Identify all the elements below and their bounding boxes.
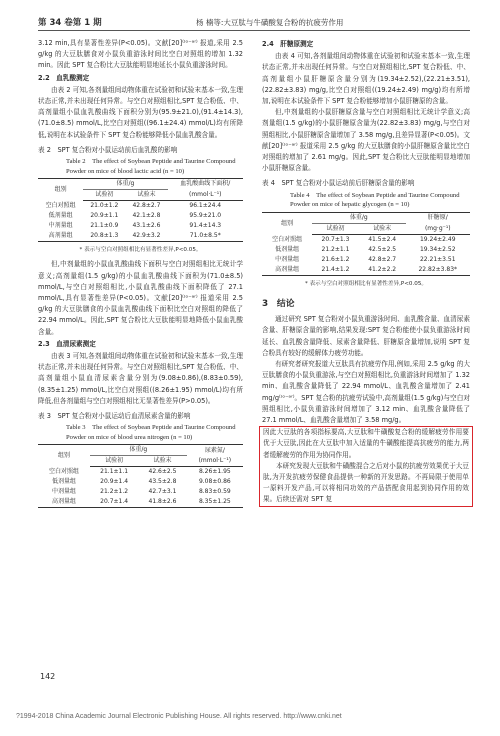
table-cell: 20.9±1.4: [100, 478, 129, 486]
table-cell: 42.9±3.2: [125, 231, 167, 242]
paragraph: 本研究发现大豆肽和牛磺酸混合之后对小鼠的抗疲劳效果优于大豆肽,为开发抗疲劳保健食品提供一种新的开发思路。不再局限于使用单一原料开发产品,可以将相同功效的产品搭配食用起到协同作用的效果。后续还需对 SPT 复: [263, 461, 469, 504]
table-cell: 41.5±2.4: [368, 235, 397, 243]
running-title: 杨 楠等:大豆肽与牛磺酸复合粉的抗疲劳作用: [196, 18, 344, 27]
journal-volume: 第 34 卷第 1 期: [38, 18, 102, 28]
section-heading: 2.3 血清尿素测定: [38, 339, 96, 348]
table-cell: 43.5±2.8: [148, 478, 177, 486]
table-cell: 21.6±1.2: [321, 255, 350, 263]
table-cell: 高剂量组: [38, 497, 90, 508]
table-cell: 21.2±1.1: [321, 245, 350, 253]
table-cell: 低剂量组: [275, 245, 300, 253]
table-cell: 43.1±2.6: [132, 222, 161, 230]
table-row: [38, 211, 243, 221]
table-row: [262, 234, 470, 245]
table-4-caption-en: Table 4 The effect of Soybean Peptide and Taurine Compound Powder on mice of hepatic glycogen (n = 10): [290, 191, 460, 209]
table-cell: 22.82±3.83*: [406, 265, 471, 276]
table-header: 组别: [38, 445, 90, 467]
table-header: 组别: [38, 179, 83, 201]
table-3: [38, 444, 243, 508]
table-cell: 低剂量组: [48, 212, 73, 220]
copyright-footer: ?1994-2018 China Academic Journal Electronic Publishing House. All rights reserved. http://www.cnki.net: [16, 713, 342, 720]
table-row: [262, 255, 470, 265]
table-header: 试验末: [138, 456, 186, 467]
table-cell: 20.7±1.4: [90, 497, 138, 508]
table-cell: 42.8±2.7: [132, 202, 161, 210]
table-header: 试验初: [83, 190, 125, 201]
table-cell: 21.2±1.2: [100, 488, 129, 496]
highlight-box: [259, 426, 473, 506]
table-cell: 中剂量组: [275, 255, 300, 263]
table-cell: 21.1±1.1: [100, 468, 129, 476]
table-cell: 41.2±2.2: [359, 265, 406, 276]
section-heading: 2.4 肝糖原测定: [262, 40, 314, 48]
table-cell: 42.6±2.5: [148, 468, 177, 476]
page-number: 142: [40, 672, 56, 681]
table-cell: 20.8±1.3: [83, 231, 125, 242]
table-cell: 高剂量组: [38, 231, 83, 242]
paragraph: 由表 2 可知,各剂量组间动物体重在试验初和试验末基本一致,生理状态正常,并未出现任何异常。与空白对照组相比,SPT 复合粉低、中、高剂量组小鼠血乳酸曲线下面积分别为(95.9±21.0),(91.4±14.3),(71.0±8.5) mmol/L,比空白对照组((96.1±24.4) mmol/L)均有所降低,说明在本试验条件下 SPT 复合粉能够降低小鼠血乳酸含量。: [38, 85, 243, 139]
table-cell: 20.7±1.3: [321, 235, 350, 243]
table-cell: 21.0±1.2: [90, 202, 119, 210]
table-cell: 空白对照组: [45, 201, 76, 209]
table-cell: 中剂量组: [51, 488, 76, 496]
table-header: (mmol·L⁻¹): [187, 456, 243, 467]
table-header: 体重/g: [83, 179, 167, 190]
table-cell: 8.83±0.59: [198, 488, 231, 496]
table-4: [262, 212, 470, 276]
table-header: 试验初: [90, 456, 138, 467]
table-header: 试验末: [125, 190, 167, 201]
table-header: 血乳酸曲线下面积/: [168, 179, 243, 190]
table-cell: 42.1±2.8: [132, 212, 161, 220]
table-cell: 42.7±3.1: [148, 488, 177, 496]
section-heading-conclusion: 3 结论: [262, 299, 295, 310]
left-column: [38, 38, 243, 511]
table-2-caption-cn: 表 2 SPT 复合粉对小鼠运动前后血乳酸的影响: [38, 145, 178, 154]
table-row: [38, 221, 243, 231]
table-header: (mg·g⁻¹): [406, 223, 471, 234]
table-2: [38, 178, 243, 242]
table-row: [38, 467, 243, 478]
table-4-caption-cn: 表 4 SPT 复合粉对小鼠运动前后肝糖原含量的影响: [262, 179, 415, 188]
table-header: 体重/g: [312, 212, 405, 223]
table-note: * 表示与空白对照组相比有显著性差异,P<0.05。: [305, 280, 427, 287]
table-row: [262, 245, 470, 255]
paragraph: 因此大豆肽的各项指标要高,大豆肽和牛磺酸复合粉的缓解疲劳作用要优于大豆肽,因此在大豆肽中加入适量的牛磺酸能提高抗疲劳的能力,两者缓解疲劳的作用为协同作用。: [263, 428, 469, 459]
running-header: [38, 14, 470, 31]
table-cell: 96.1±24.4: [189, 202, 222, 210]
table-cell: 19.24±2.49: [419, 235, 456, 243]
table-cell: 22.21±3.51: [419, 255, 456, 263]
table-header: 试验末: [359, 223, 406, 234]
section-heading: 2.2 血乳酸测定: [38, 73, 90, 82]
table-cell: 21.1±0.9: [90, 222, 119, 230]
table-row: [262, 265, 470, 276]
table-cell: 41.8±2.6: [138, 497, 186, 508]
table-row: [38, 487, 243, 497]
table-row: [38, 497, 243, 508]
table-2-caption-en: Table 2 The effect of Soybean Peptide and Taurine Compound Powder on mice of blood lactic acid (n = 10): [66, 158, 236, 175]
paragraph: 但,中剂量组的小鼠肝糖原含量与空白对照组相比无统计学意义;高剂量组(1.5 g/kg)的小鼠肝糖原含量为(22.82±3.83) mg/g,与空白对照组相比,小鼠肝糖原含量增加了 3.58 mg/g,且差异显著(P<0.05)。文献[20]⁽ᶦᵒ⁻ᵃʳ⁾ 报道采用 2.5 g/kg 的大豆肽膳食的小鼠肝糖原含量比空白对照组的增加了 2.61 mg/g。因此,SPT 复合粉比大豆肽能明显地增加小鼠肝糖原含量。: [262, 108, 470, 173]
paragraph: 通过研究 SPT 复合粉对小鼠负重游泳时间、血乳酸含量、血清尿素含量、肝糖原含量的影响,结果发现:SPT 复合粉能使小鼠负重游泳时间延长、血乳酸含量降低、尿素含量降低、肝糖原含量增加,说明 SPT 复合粉具有较好的缓解体力疲劳功能。: [262, 315, 470, 357]
table-cell: 21.4±1.2: [312, 265, 359, 276]
table-note: * 表示与空白对照组相比有显著性差异,P<0.05。: [79, 247, 202, 254]
table-header: 肝糖原/: [406, 212, 471, 223]
paragraph: 但,中剂量组的小鼠血乳酸曲线下面积与空白对照组相比无统计学意义;高剂量组(1.5 g/kg)的小鼠血乳酸曲线下面积为(71.0±8.5) mmol/L,与空白对照组相比,小鼠血乳酸曲线下面积降低了 27.1 mmol/L,具有显著性差异(P<0.05)。文献[20]⁽ᶦᵒ⁻ᵃʳ⁾ 报道采用 2.5 g/kg 的大豆肽膳食的小鼠血乳酸曲线下面积比空白对照组的降低了 22.94 mmol/L。因此,SPT 复合粉比大豆肽能明显地降低小鼠血乳酸含量。: [38, 260, 243, 336]
table-cell: 42.8±2.7: [368, 255, 397, 263]
table-header: 组别: [262, 212, 312, 234]
table-3-caption-en: Table 3 The effect of Soybean Peptide and Taurine Compound Powder on mice of blood urea nitrogen (n = 10): [66, 424, 236, 441]
table-header: (mmol·L⁻¹): [168, 190, 243, 201]
paragraph: 3.12 min,具有显著性差异(P<0.05)。文献[20]⁽ᶦᵒ⁻ᵃʳ⁾ 报道,采用 2.5 g/kg 的大豆肽膳食对小鼠负重游泳时间比空白对照组的增加 1.32 min。因此 SPT 复合粉比大豆肽能明显地延长小鼠负重游泳时间。: [38, 39, 243, 70]
paragraph: 由表 3 可知,各剂量组间动物体重在试验初和试验末基本一致,生理状态正常,并未出现任何异常。与空白对照组相比,SPT 复合粉低、中、高剂量组小鼠血清尿素含量分别为(9.08±0.86),(8.83±0.59),(8.35±1.25) mmol/L,比空白对照组((8.26±1.95) mmol/L)均有所降低,但各剂量组与空白对照组相比无显著性差异(P>0.05)。: [38, 352, 243, 405]
table-header: 试验初: [312, 223, 359, 234]
table-cell: 中剂量组: [48, 222, 73, 230]
table-cell: 19.34±2.52: [419, 245, 456, 253]
table-header: 尿素氮/: [187, 445, 243, 456]
table-cell: 42.5±2.5: [368, 245, 397, 253]
table-3-caption-cn: 表 3 SPT 复合粉对小鼠运动后血清尿素含量的影响: [38, 412, 191, 421]
table-header: 体重/g: [90, 445, 187, 456]
table-cell: 8.26±1.95: [198, 468, 231, 476]
table-row: [38, 477, 243, 487]
table-cell: 91.4±14.3: [189, 222, 222, 230]
paragraph: 有研究者研究报道大豆肽具有抗疲劳作用,例如,采用 2.5 g/kg 的大豆肽膳食的小鼠负重游泳,与空白对照组相比,负重游泳时间增加了 1.32 min、血乳酸含量降低了 22.94 mmol/L、血乳酸含量增加了 2.41 mg/g⁽ᶦᵒ⁻ᵃʳ⁾。SPT 复合粉的抗疲劳试验中,高剂量组(1.5 g/kg)与空白对照组相比,小鼠负重游泳时间增加了 3.12 min、血乳酸含量降低了 27.1 mmol/L、血乳酸含量增加了 3.58 mg/g。: [262, 360, 470, 425]
paragraph: 由表 4 可知,各剂量组间动物体重在试验初和试验末基本一致,生理状态正常,并未出现任何异常。与空白对照组相比,SPT 复合粉低、中、高剂量组小鼠肝糖原含量分别为(19.34±2.52),(22.21±3.51),(22.82±3.83) mg/g,比空白对照组((19.24±2.49) mg/g)均有所增加,说明在本试验条件下 SPT 复合粉能够增加小鼠肝糖原的含量。: [262, 52, 470, 106]
table-cell: 8.35±1.25: [187, 497, 243, 508]
table-cell: 9.08±0.86: [198, 478, 231, 486]
right-column: [262, 38, 470, 507]
table-cell: 空白对照组: [272, 235, 303, 243]
table-cell: 95.9±21.0: [189, 212, 222, 220]
table-cell: 71.0±8.5*: [168, 231, 243, 242]
table-cell: 高剂量组: [262, 265, 312, 276]
table-cell: 20.9±1.1: [90, 212, 119, 220]
table-row: [38, 201, 243, 212]
table-cell: 空白对照组: [48, 468, 79, 476]
table-cell: 低剂量组: [51, 478, 76, 486]
table-row: [38, 231, 243, 242]
